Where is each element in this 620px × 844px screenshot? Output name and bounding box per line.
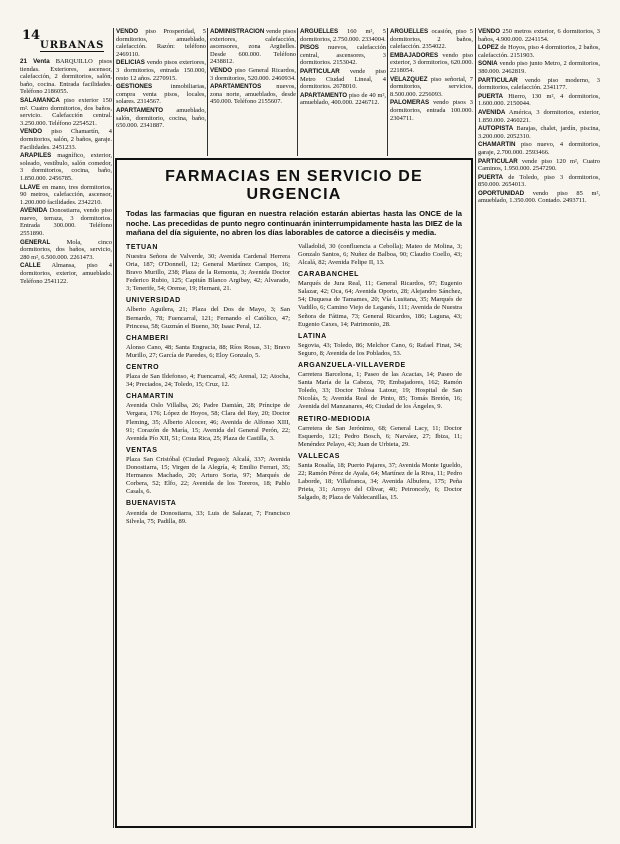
classified-ad-lead: SONIA — [478, 60, 498, 68]
classified-ad-lead: 21 Venta — [20, 58, 50, 65]
classified-ad — [300, 92, 386, 107]
classified-ad-text: América, 3 dormitorios, exterior, 1.850.000. 2460221. — [478, 108, 600, 124]
pharmacy-box-title: FARMACIAS EN SERVICIO DE URGENCIA — [165, 168, 423, 203]
classified-ad-lead: GESTIONES — [116, 83, 153, 91]
classified-ad — [300, 28, 386, 43]
column-rule — [207, 28, 208, 156]
classified-ad-text: magnífico, exterior, soleado, vestíbulo, salón comedor, 3 dormitorios, cocina, baño, 1.850.000. 2456785. — [20, 152, 112, 182]
classified-ad-lead: ARGÜELLES — [300, 28, 339, 35]
pharmacy-zone — [298, 416, 462, 449]
classified-ad — [20, 262, 112, 285]
classified-ad-text: amueblado, salón, dormitorio, cocina, baño, 650.000. 2341887. — [116, 106, 206, 130]
pharmacy-zone-name: CHAMBERI — [126, 334, 169, 342]
pharmacy-zone — [298, 243, 462, 267]
classified-ad-lead: VENDO — [210, 66, 233, 74]
classified-ad-text: Barajas, chalet, jardín, piscina, 3.200.000. 2052310. — [478, 125, 600, 140]
pharmacy-box — [115, 158, 473, 828]
pharmacy-box-intro: Todas las farmacias que figuran en nuestra relación estarán abiertas hasta las ONCE de la noche. Las precedidas de punto negro continuarán ininterrumpidamente hasta las DIEZ de la mañana del día siguiente, no abren los días laborables de catorce a dieciséis y media. — [126, 209, 462, 238]
classified-ad-lead: CALLE — [20, 262, 41, 270]
classified-ad — [478, 44, 600, 59]
classified-ad-lead: PISOS — [300, 44, 319, 52]
pharmacy-zone-list: Plaza San Cristóbal (Ciudad Pegaso); Alcalá, 337; Avenida Donostiarra, 15; Virgen de la Alegría, 4; Emilio Ferrari, 35; Hermanos Machado, 20; Arturo Soria, 97; Marqués de Corbera, 52; Elfo, 22; Avenida de los Toreros, 18; Pablo Casals, 6. — [126, 455, 290, 496]
pharmacy-zone-name: LATINA — [298, 332, 327, 340]
column-rule — [475, 28, 476, 828]
pharmacy-zone-name: VENTAS — [126, 446, 158, 454]
classified-ad-lead: LOPEZ — [478, 44, 499, 52]
classified-ad-text: Mola, cinco dormitorios, dos baños, servicio, 280 m², 6.500.000. 2261473. — [20, 238, 112, 261]
classified-ad-text: vende piso 120 m², Cuatro Caminos, 1.950.000. 2547290. — [478, 157, 600, 173]
pharmacy-zone-list: Plaza de San Ildefonso, 4; Fuencarral, 45; Arenal, 12; Atocha, 34; Preciados, 24; Toledo, 15; Cruz, 12. — [126, 373, 290, 389]
classified-ad-text: nuevos, calefacción central, ascensores, 3 dormitorios. 2153042. — [300, 44, 386, 67]
classified-ad-text: piso nuevo, 4 dormitorios, garaje, 2.700.000. 2593466. — [478, 141, 600, 156]
classified-ad-text: vendo piso 85 m², amueblado, 1.350.000. Contado. 2493711. — [478, 189, 600, 205]
classified-column-6 — [478, 28, 600, 828]
pharmacy-column-left — [126, 243, 290, 530]
classified-ad — [300, 44, 386, 67]
classified-ad-text: 160 m², 5 dormitorios, 2.750.000. 2334004. — [300, 28, 386, 43]
classified-ad — [478, 60, 600, 75]
classified-ad-lead: DELICIAS — [116, 59, 145, 67]
classified-ad-lead: CHAMARTIN — [478, 141, 516, 149]
pharmacy-zone-list: Marqués de Jura Real, 11; General Ricardos, 97; Eugenio Salazar, 42; Oca, 64; Avenida Oporto, 28; Alejandro Sánchez, 54; Duquesa de Tamames, 20; Vía Lusitana, 35; Marqués de Vadillo, 6; Camino Viejo de Leganés, 111; Avenida de Nuestra Señora de Fátima, 73; General Ricardos, 186; Laguna, 43; Eugenio Caxes, 14; Patrimonio, 28. — [298, 280, 462, 328]
classified-ad — [20, 58, 112, 96]
classified-ad-text: de Hoyos, piso 4 dormitorios, 2 baños, calefacción. 2151903. — [478, 44, 600, 59]
classified-ad-text: piso Chamartín, 4 dormitorios, salón, 2 baños, garaje. Facilidades. 2451233. — [20, 128, 112, 151]
column-rule — [297, 28, 298, 156]
classified-ad-lead: PARTICULAR — [300, 67, 340, 75]
classified-ad-lead: APARTAMENTO — [116, 106, 164, 114]
classified-ad-lead: AVENIDA — [20, 207, 48, 215]
pharmacy-zone — [298, 271, 462, 329]
classified-ad — [478, 158, 600, 173]
classified-ad-text: piso Prosperidad, 5 dormitorios, amueblado, calefacción. Razón: teléfono 2469110. — [116, 28, 206, 58]
pharmacy-zone-name: CHAMARTIN — [126, 393, 174, 401]
classified-ad-text: de Toledo, piso 3 dormitorios, 850.000. 2654013. — [478, 173, 600, 189]
classified-ad — [390, 28, 473, 51]
classified-ad — [210, 67, 296, 82]
classified-ad-text: Almansa, piso 4 dormitorios, exterior, amueblado. Teléfono 2541122. — [20, 262, 112, 285]
classified-ad — [478, 125, 600, 140]
pharmacy-zone-name: CARABANCHEL — [298, 271, 360, 279]
classified-ad-text: vendo pisos exteriores, 3 dormitorios, entrada 150.000, resto 12 años. 2270915. — [116, 59, 206, 82]
pharmacy-zone-list: Carretera Barcelona, 1; Paseo de las Acacias, 14; Paseo de Santa María de la Cabeza, 70; Embajadores, 162; Ramón Toledo, 33; Doctor Tolosa Latour, 19; Hospital de San Nicolás, 5; Avenida Real de Pinto, 85; Tomás Bretón, 16; Avenida del Manzanares, 46; Ciudad de los Ángeles, 9. — [298, 371, 462, 411]
column-rule — [113, 28, 114, 828]
classified-ad-text: vende piso Metro Ciudad Lineal, 4 dormitorios. 2678010. — [300, 67, 386, 91]
classified-ad-text: vende pisos exteriores, calefacción, ascensores, zona Argüelles. Desde 600.000. Teléfono 2438812. — [210, 28, 296, 66]
classified-ad-text: Donostiarra, vendo piso nuevo, terraza, 3 dormitorios. Entrada 300.000. Teléfono 2551890. — [20, 207, 112, 238]
pharmacy-zone — [126, 364, 290, 389]
classified-ad — [390, 76, 473, 99]
classified-ad-text: piso de 40 m², amueblado, 400.000. 2246712. — [300, 91, 386, 107]
classified-ad — [116, 107, 206, 130]
classified-ad — [390, 52, 473, 75]
classified-ad-lead: PALOMERAS — [390, 99, 430, 107]
classified-ad-text: inmobiliarias, compra venta pisos, locales, solares. 2314567. — [116, 83, 206, 106]
classified-ad-lead: VENDO — [478, 28, 501, 35]
classified-ad-lead: GENERAL — [20, 238, 51, 246]
classified-ad-lead: PARTICULAR — [478, 157, 518, 165]
pharmacy-zone-list: Avenida Oslo Villalba, 26; Padre Damián, 28; Príncipe de Vergara, 176; López de Hoyos, 58; Clara del Rey, 20; Doctor Fleming, 35; Alberto Alcocer, 46; Avenida de Alfonso XIII, 91; Corazón de María, 15; Avenida del General Perón, 22; Avenida Pío XII, 51; Costa Rica, 25; Plaza de Castilla, 3. — [126, 402, 290, 442]
classified-ad — [210, 83, 296, 106]
classified-ad-text: vendo piso exterior, 3 dormitorios, 620.000. 2218054. — [390, 51, 473, 74]
classified-ad-lead: LLAVE — [20, 183, 40, 191]
classified-column-4 — [300, 28, 386, 156]
classified-ad — [478, 190, 600, 205]
classified-ad — [116, 59, 206, 82]
classified-ad-lead: PUERTA — [478, 173, 503, 181]
classified-ad-lead: SALAMANCA — [20, 96, 60, 104]
classified-ad-lead: VENDO — [20, 128, 43, 136]
classified-ad-lead: PARTICULAR — [478, 76, 518, 84]
classified-column-3 — [210, 28, 296, 156]
classified-ad-lead: AUTOPISTA — [478, 125, 514, 133]
classified-ad — [20, 207, 112, 237]
pharmacy-zone-name: ARGANZUELA-VILLAVERDE — [298, 362, 406, 369]
classified-ad — [20, 184, 112, 207]
pharmacy-zone-list: Avenida de Donostiarra, 33; Luis de Salazar, 7; Francisco Silvela, 75; Padilla, 89. — [126, 509, 290, 525]
pharmacy-zone-list: Alonso Cano, 48; Santa Engracia, 88; Ríos Rosas, 31; Bravo Murillo, 27; García de Paredes, 6; Eloy Gonzalo, 5. — [126, 343, 290, 359]
classified-ad — [20, 97, 112, 127]
classified-ad-lead: ARGÜELLES — [390, 28, 429, 35]
classified-ad-text: vendo piso moderno, 3 dormitorios, calefacción. 2341177. — [478, 76, 600, 92]
classified-ad-text: vendo pisos 3 dormitorios, entrada 100.000. 2304711. — [390, 99, 473, 122]
classified-ad-lead: ARAPILES — [20, 152, 52, 160]
pharmacy-zone — [126, 500, 290, 525]
classified-ad-lead: AVENIDA — [478, 108, 506, 116]
classified-ad-lead: OPORTUNIDAD — [478, 189, 525, 197]
classified-ad-text: Hierro, 130 m², 4 dormitorios, 1.600.000. 2150044. — [478, 92, 600, 108]
classified-column-5 — [390, 28, 473, 156]
classified-ad — [300, 68, 386, 91]
classified-ad-text: vendo piso junto Metro, 2 dormitorios, 380.000. 2462819. — [478, 60, 600, 75]
pharmacy-zone-name: CENTRO — [126, 364, 160, 371]
classified-ad-text: piso señorial, 7 dormitorios, servicios, 8.500.000. 2256093. — [390, 75, 473, 98]
classified-ad-lead: APARTAMENTOS — [210, 83, 262, 91]
pharmacy-zone-name: BUENAVISTA — [126, 500, 177, 508]
classified-ad — [116, 83, 206, 106]
classified-ad-lead: PUERTA — [478, 92, 503, 100]
pharmacy-zone — [298, 453, 462, 503]
pharmacy-zone — [298, 333, 462, 358]
classified-ad — [478, 174, 600, 189]
pharmacy-zone — [126, 393, 290, 443]
classified-ad-text: piso exterior 150 m². Cuatro dormitorios, dos baños, servicio. Calefacción central. 3.250.000. Teléfono 2254521. — [20, 96, 112, 127]
pharmacy-zone-name: TETUAN — [126, 243, 158, 251]
pharmacy-zone — [126, 447, 290, 497]
page-number: 14 — [22, 28, 41, 43]
column-rule — [387, 28, 388, 156]
classified-ad-lead: ADMINISTRACION — [210, 28, 265, 35]
classified-ad — [20, 239, 112, 262]
classified-ad — [478, 28, 600, 43]
classified-ad — [478, 141, 600, 156]
pharmacy-zone-name: UNIVERSIDAD — [126, 297, 181, 305]
classified-ad — [210, 28, 296, 66]
pharmacy-column-right — [298, 243, 462, 530]
pharmacy-zone-name: RETIRO-MEDIODIA — [298, 415, 371, 423]
classified-ad — [478, 109, 600, 124]
pharmacy-zone-list: Segovia, 43; Toledo, 86; Melchor Cano, 6; Rafael Finat, 34; Seguro, 8; Avenida de los Poblados, 53. — [298, 341, 462, 357]
classified-ad-text: BARQUILLO pisos tiendas. Exteriores, ascensor, calefacción, 2 dormitorios, salón, baño, cocina. Entrada facilidades. Teléfono 2186055. — [20, 58, 112, 96]
classified-ad-text: en mano, tres dormitorios, 90 metros, calefacción, ascensor, 1.200.000 facilidades. 2342210. — [20, 183, 112, 206]
pharmacy-zone-list: Carretera de San Jerónimo, 68; General Lacy, 11; Doctor Esquerdo, 121; Pedro Bosch, 6; Narváez, 27; Ibiza, 11; Menéndez Pelayo, 43; Juan de Urbieta, 29. — [298, 424, 462, 448]
classified-ad-lead: APARTAMENTO — [300, 91, 348, 99]
classified-ad-text: nuevos, zona norte, amueblados, desde 450.000. Teléfono 2155607. — [210, 83, 296, 106]
classified-ad — [390, 99, 473, 122]
pharmacy-zone-list: Santa Rosalía, 18; Puerto Pajares, 37; Avenida Monte Igueldo, 22; Ramón Pérez de Ayala, 64; Martínez de la Riva, 11; Pedro Laborde, 18; Villafranca, 34; Avenida Albufera, 175; Peña Prieta, 31; Arroyo del Olivar, 40; Peironcely, 6; Doctor Salgado, 8; Plaza de Valdecanillas, 15. — [298, 462, 462, 502]
classified-ad-lead: EMBAJADORES — [390, 51, 439, 59]
classified-ad — [20, 152, 112, 182]
classified-ad-text: ocasión, piso 5 dormitorios, 2 baños, calefacción. 2354022. — [390, 28, 473, 51]
pharmacy-zone — [126, 297, 290, 330]
pharmacy-zone-list: Valladolid, 30 (confluencia a Cebolla); Mateo de Molina, 3; Gonzalo Santos, 6; Nuñez de Balboa, 90; Claudio Coello, 43; Alcalá, 82; Avenida Felipe II, 13. — [298, 242, 462, 266]
classified-ad — [478, 93, 600, 108]
pharmacy-zone-list: Alberto Aguilera, 21; Plaza del Dos de Mayo, 3; San Bernardo, 78; Fuencarral, 121; Fernando el Católico, 47; Princesa, 58; Guzmán el Bueno, 30; Isaac Peral, 12. — [126, 306, 290, 330]
pharmacy-zone — [126, 244, 290, 294]
section-heading: URBANAS — [40, 40, 105, 51]
pharmacy-zone-name: VALLECAS — [298, 452, 341, 460]
pharmacy-columns — [126, 243, 462, 530]
classified-ad-text: 250 metros exterior, 6 dormitorios, 3 baños, 4.900.000. 2241154. — [478, 28, 600, 43]
pharmacy-zone-list: Nuestra Señora de Valverde, 30; Avenida Cardenal Herrera Oria, 187; O'Donnell, 12; General Martínez Campos, 16; Bravo Murillo, 238; Plaza de la Remonta, 3; Avenida Doctor Federico Rubio, 125; Capitán Blanco Argibay, 42; Alvarado, 3; Tenerife, 54; Orense, 19; Hernani, 21. — [126, 252, 290, 293]
classified-column-1 — [20, 58, 112, 828]
classified-ad — [478, 77, 600, 92]
pharmacy-zone — [298, 362, 462, 412]
classified-ad-text: piso General Ricardos, 3 dormitorios, 520.000. 2460934. — [210, 66, 296, 82]
classified-ad — [116, 28, 206, 58]
classified-ad — [20, 128, 112, 151]
classified-ad-lead: VELAZQUEZ — [390, 75, 428, 83]
classified-column-2 — [116, 28, 206, 156]
classified-ad-lead: VENDO — [116, 28, 139, 35]
pharmacy-zone — [126, 335, 290, 360]
